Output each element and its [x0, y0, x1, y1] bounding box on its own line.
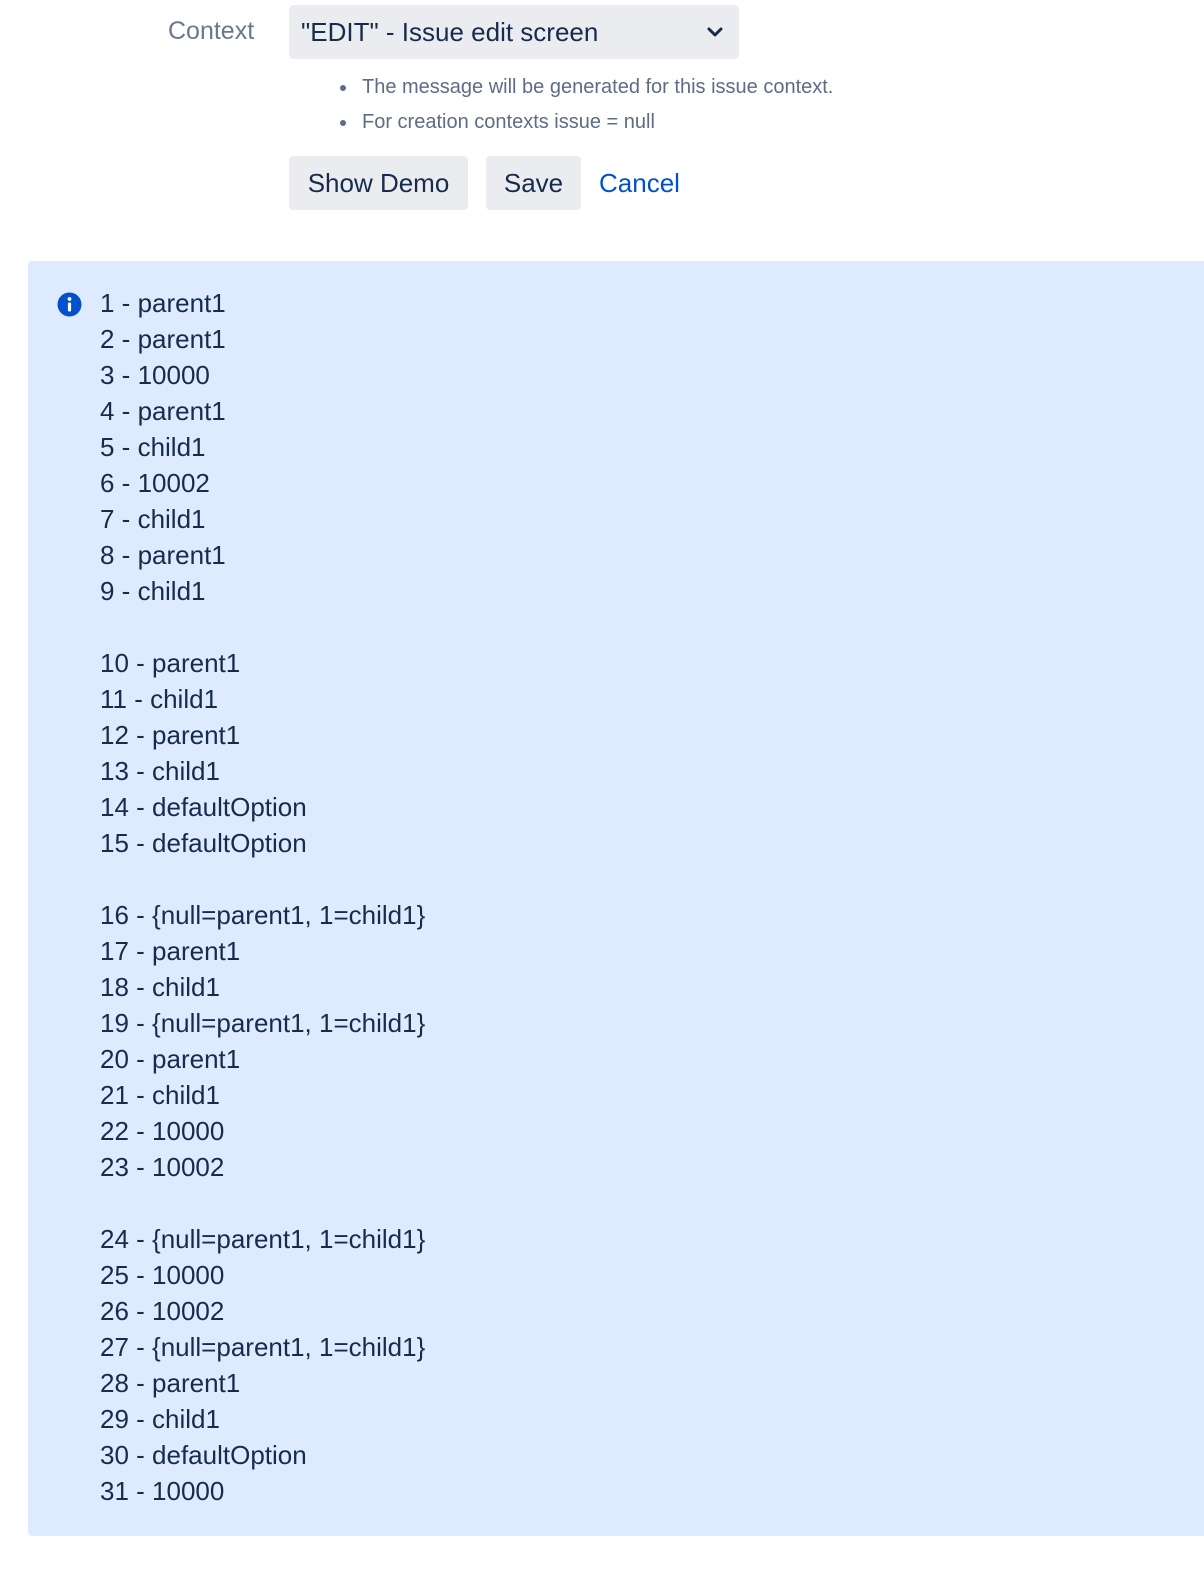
message-line: 30 - defaultOption — [100, 1440, 307, 1470]
message-line: 23 - 10002 — [100, 1152, 225, 1182]
message-line: 6 - 10002 — [100, 468, 210, 498]
message-line: 24 - {null=parent1, 1=child1} — [100, 1224, 426, 1254]
show-demo-button[interactable]: Show Demo — [289, 156, 468, 210]
message-line: 3 - 10000 — [100, 360, 210, 390]
message-line: 31 - 10000 — [100, 1476, 225, 1506]
message-line: 9 - child1 — [100, 576, 206, 606]
message-line: 5 - child1 — [100, 432, 206, 462]
save-button[interactable]: Save — [486, 156, 581, 210]
hint-text: For creation contexts issue = null — [362, 111, 655, 133]
bullet-icon — [340, 85, 346, 91]
message-line: 8 - parent1 — [100, 540, 226, 570]
hint-text: The message will be generated for this issue context. — [362, 76, 834, 98]
message-line: 20 - parent1 — [100, 1044, 241, 1074]
message-line: 21 - child1 — [100, 1080, 220, 1110]
message-line: 13 - child1 — [100, 756, 220, 786]
group-spacer — [100, 861, 425, 897]
message-line: 17 - parent1 — [100, 936, 241, 966]
context-hints — [340, 70, 833, 140]
hint-item — [340, 105, 833, 140]
bullet-icon — [340, 120, 346, 126]
hint-item — [340, 70, 833, 105]
info-icon — [57, 292, 82, 317]
message-line: 15 - defaultOption — [100, 828, 307, 858]
message-line: 26 - 10002 — [100, 1296, 225, 1326]
message-line: 27 - {null=parent1, 1=child1} — [100, 1332, 426, 1362]
message-line: 25 - 10000 — [100, 1260, 225, 1290]
context-label: Context — [168, 17, 255, 45]
context-select-value: "EDIT" - Issue edit screen — [301, 16, 599, 47]
message-line: 11 - child1 — [100, 684, 219, 714]
message-lines — [100, 285, 425, 1509]
info-message-panel — [28, 261, 1204, 1536]
message-line: 1 - parent1 — [100, 288, 226, 318]
chevron-down-icon — [705, 22, 725, 42]
message-line: 12 - parent1 — [100, 720, 241, 750]
message-line: 14 - defaultOption — [100, 792, 307, 822]
group-spacer — [100, 1185, 425, 1221]
message-line: 16 - {null=parent1, 1=child1} — [100, 900, 426, 930]
message-line: 7 - child1 — [100, 504, 206, 534]
message-line: 2 - parent1 — [100, 324, 226, 354]
message-line: 19 - {null=parent1, 1=child1} — [100, 1008, 426, 1038]
message-line: 4 - parent1 — [100, 396, 226, 426]
message-line: 28 - parent1 — [100, 1368, 241, 1398]
message-line: 29 - child1 — [100, 1404, 220, 1434]
message-line: 22 - 10000 — [100, 1116, 225, 1146]
context-select[interactable] — [289, 5, 739, 59]
message-line: 18 - child1 — [100, 972, 220, 1002]
cancel-link[interactable]: Cancel — [599, 168, 680, 198]
group-spacer — [100, 609, 425, 645]
message-line: 10 - parent1 — [100, 648, 241, 678]
